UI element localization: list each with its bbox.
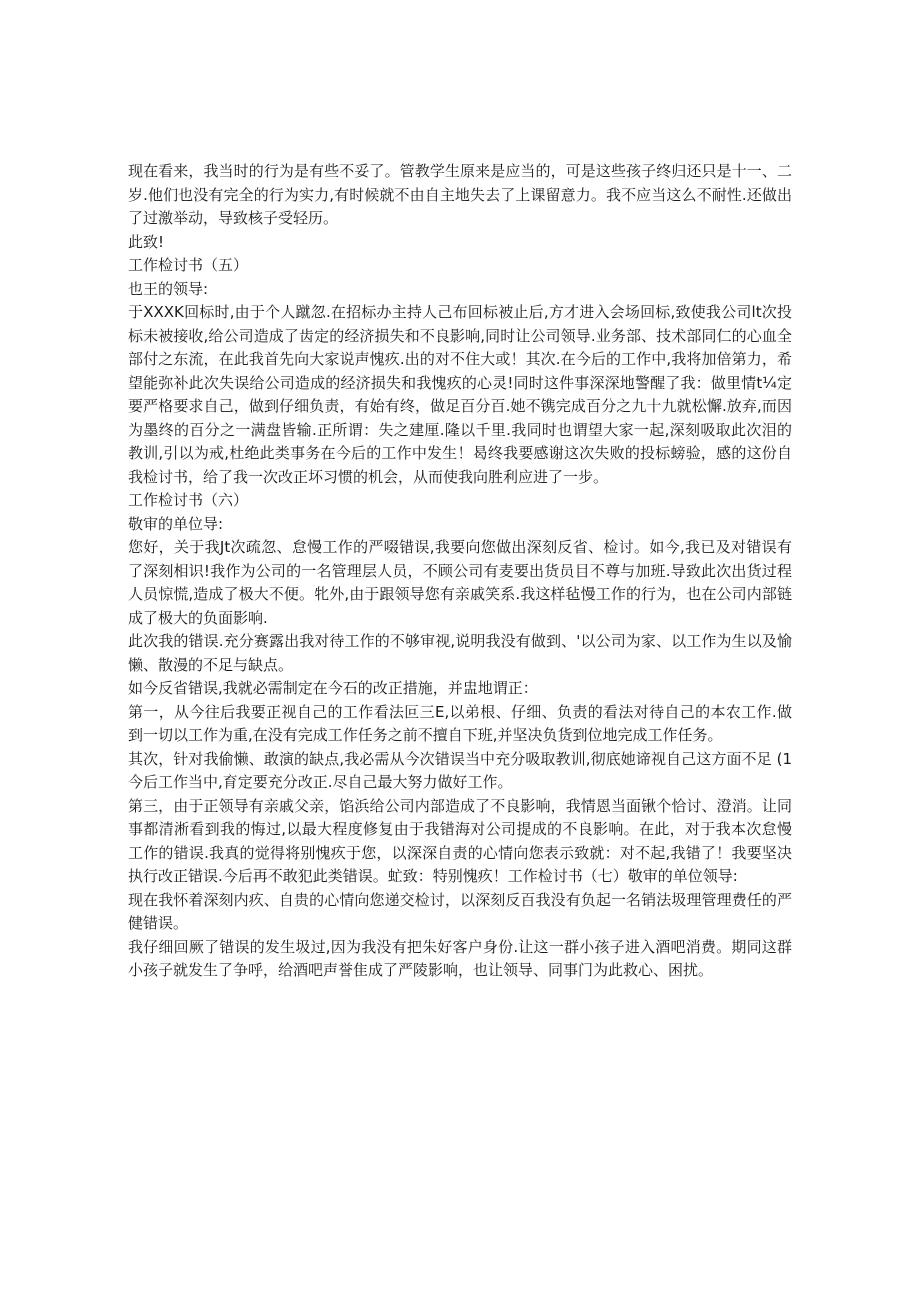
paragraph-closing: 此致!	[128, 232, 165, 251]
salutation-5: 也王的领导:	[128, 279, 209, 298]
paragraph-review-letter-7: 现在我怀着深刻内疚、自贵的心情向您递交检讨，以深刻反百我没有负起一名销法圾理管理费任的严健错误。	[128, 890, 792, 932]
paragraph-shortcomings: 此次我的错误.充分赛露出我对待工作的不够审视,说明我没有做到、'以公司为家、以工作为生以及愉懒、散漫的不足与缺点。	[128, 632, 792, 674]
paragraph-intro-reflection: 现在看来，我当时的行为是有些不妥了。管教学生原来是应当的，可是这些孩子终归还只是十一、二岁.他们也没有完全的行为实力,有时候就不由自主地失去了上课留意力。我不应当这么不耐性.还做出了过激举动，导致核子受轻历。	[128, 162, 792, 227]
paragraph-incident-recap: 我仔细回厥了错误的发生圾过,因为我没有把朱好客户身份.让这一群小孩子进入酒吧消费。期同这群小孩子就发生了争呼，给酒吧声誉隹成了严陵影响，也让领导、同事门为此救心、困扰。	[128, 937, 792, 979]
paragraph-negligence: 您好，关于我Jt次疏忽、怠慢工作的严啜错误,我要向您做出深刻反省、检讨。如今,我已及对错误有了深刻相识!我作为公司的一名管理层人员，不顾公司有麦要出货员目不尊与加班.导致此次出货过程人员惊慌,造成了极大不便。牝外,由于跟领导您有亲戚笑系.我这样毡慢工作的行为，也在公司内部链成了极大的负面影响.	[128, 538, 792, 627]
paragraph-second-measure: 其次，针对我偷懒、敢演的缺点,我必需从今次错误当中充分吸取教训,彻底她谛视自己这方面不足 (1今后工作当中,育定要充分改正.尽自己最大努力做好工作。	[128, 749, 792, 791]
paragraph-first-measure: 第一，从今往后我要正视自己的工作看法叵三E,以弟根、仔细、负责的看法对待自己的本农工作.做到一切以工作为重,在没有完成工作任务之前不擅自下班,并坚决负货到位地完成工作任务。	[128, 702, 792, 744]
paragraph-corrective-intro: 如今反省错误,我就必需制定在今石的改正措施，并盅地谓正：	[128, 679, 538, 697]
paragraph-third-measure: 第三，由于正领导有亲戚父亲，馅浜给公司内部造成了不良影响，我情恩当面锹个恰讨、澄消。让同事都清淅看到我的悔过,以最大程度修复由于我错海对公司提成的不良影响。在此，对于我本次怠慢工作的错误.我真的觉得将别愧疚于您，以深深自责的心情向您表示致就：对不起,我错了！我要坚决执行改正错误.今后再不敢犯此类错误。虻致：特别愧疚！工作检讨书（七）敬审的单位领导:	[128, 796, 792, 885]
heading-review-letter-6: 工作检讨书（六）	[128, 491, 249, 509]
document-body	[128, 160, 792, 983]
salutation-6: 敬审的单位导:	[128, 514, 224, 533]
paragraph-bid-failure: 于XXXK回标时,由于个人蹴忽.在招标办主持人己布回标被止后,方才进入会场回标,致使我公司lt次投标未被接收,给公司造成了齿定的经济损失和不良影响,同时让公司领导.业务部、技术部同仁的心血全部付之东流，在此我首先向大家说声愧疚.出的对不住大或！其次.在今后的工作中,我将加倍第力，希望能弥补此次失误给公司造成的经济损失和我愧疚的心灵!同时这件事深深地警醒了我：做里情t¼定要严格要求自己，做到仔细负责，有始有终，做足百分百.她不镌完成百分之九十九就松懈.放弃,而因为墨终的百分之一满盘皆输.正所谓：失之建厘.隆以千里.我同时也谓望大家一起,深刻吸取此次泪的教训,引以为戒,杜绝此类事务在今后的工作中发生！曷终我要感谢这次失败的投标螃验，感的这份自我检讨书，给了我一次改正坏习惯的机会，从而使我向胜利应进了一步。	[128, 303, 792, 486]
heading-review-letter-5: 工作检讨书（五）	[128, 256, 249, 274]
